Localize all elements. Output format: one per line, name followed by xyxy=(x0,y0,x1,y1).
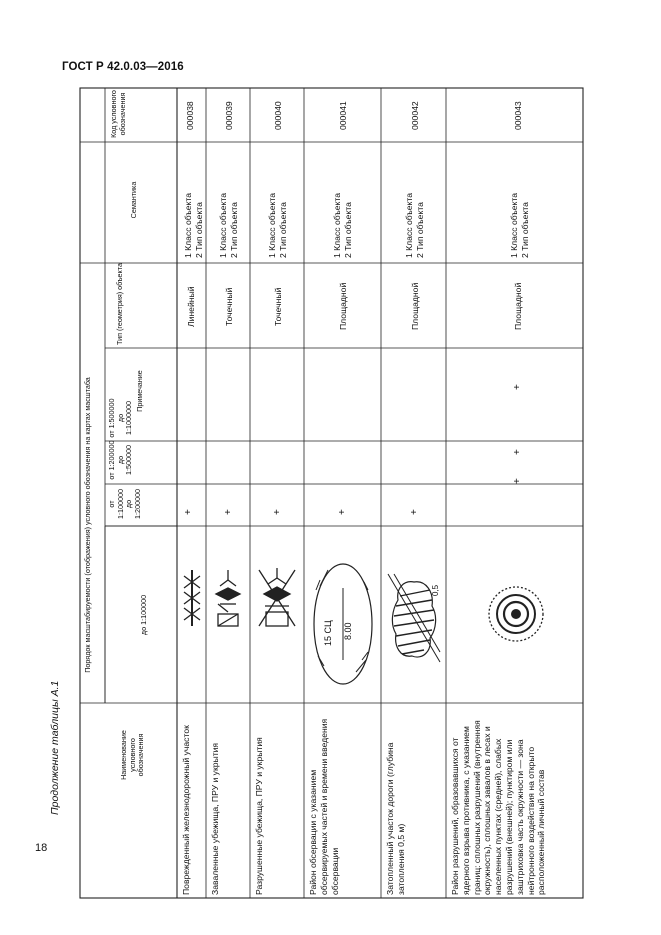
row6-scale3: + xyxy=(512,478,523,484)
standard-title: ГОСТ Р 42.0.03—2016 xyxy=(62,61,184,73)
row3-code: 000040 xyxy=(273,101,283,130)
row2-semantics: 1 Класс объекта 2 Тип объекта xyxy=(218,193,239,258)
row6-semantics: 1 Класс объекта 2 Тип объекта xyxy=(509,193,530,258)
row6-type: Площадной xyxy=(513,282,523,330)
header-type: Тип (геометрия) объекта xyxy=(115,263,124,345)
buried-shelter-symbol xyxy=(210,568,246,628)
row3-semantics: 1 Класс объекта 2 Тип объекта xyxy=(267,193,288,258)
row5-scale2: + xyxy=(409,509,420,515)
row5-code: 000042 xyxy=(410,101,420,130)
row1-name: Поврежденный железнодорожный участок xyxy=(181,725,191,895)
row4-semantics: 1 Класс объекта 2 Тип объекта xyxy=(332,193,353,258)
row6-note: + xyxy=(512,384,523,390)
row6-code: 000043 xyxy=(513,101,523,130)
row1-scale2: + xyxy=(183,509,194,515)
row1-semantics: 1 Класс объекта 2 Тип объекта xyxy=(183,193,204,258)
header-scale-1: до 1:100000 xyxy=(139,594,148,636)
row4-scale2: + xyxy=(337,509,348,515)
destroyed-shelter-symbol xyxy=(255,566,299,630)
header-order-group: Порядок масштабируемости (отображения) условного обозначения на картах масштаба xyxy=(83,377,92,673)
header-code: Код условного обозначения xyxy=(109,90,127,138)
row4-type: Площадной xyxy=(338,282,348,330)
row5-type: Площадной xyxy=(410,282,420,330)
damaged-railway-symbol xyxy=(181,568,203,628)
table-caption: Продолжение таблицы А.1 xyxy=(49,680,61,815)
row4-symbol-bottom: 8.00 xyxy=(343,622,353,640)
header-scale-2: от 1:100000 до 1:200000 xyxy=(107,489,142,519)
row2-code: 000039 xyxy=(224,101,234,130)
row6-name: Район разрушений, образовавшихся от ядерного взрыва противника, с указанием границ: сплошных разрушений (внутренняя окружность), сплошных завалов в лесах и населенных пунктах (средней), слабых разрушений (внешней); пунктиром или заштриховка часть окружности — зона нейтронного воздействия на открыто расположенный личный состав xyxy=(450,720,547,895)
row3-name: Разрушенные убежища, ПРУ и укрытия xyxy=(254,737,264,895)
row5-symbol-label: 0,5 xyxy=(431,584,440,596)
header-note: Примечание xyxy=(135,370,144,412)
header-scale-4: от 1:500000 до 1:1000000 xyxy=(107,398,134,438)
row3-type: Точечный xyxy=(273,287,283,326)
row3-scale2: + xyxy=(272,509,283,515)
row2-type: Точечный xyxy=(224,287,234,326)
nuclear-damage-area-symbol xyxy=(486,584,546,644)
row4-name: Район обсервации с указанием обсервируемых частей и времени введения обсервации xyxy=(308,718,340,895)
row2-scale2: + xyxy=(223,509,234,515)
row5-name: Затопленный участок дороги (глубина затопления 0,5 м) xyxy=(385,742,406,895)
row4-code: 000041 xyxy=(338,101,348,130)
header-scale-3: от 1:200000 до 1:500000 xyxy=(107,440,134,480)
row2-name: Заваленные убежища, ПРУ и укрытия xyxy=(210,742,220,895)
row5-semantics: 1 Класс объекта 2 Тип объекта xyxy=(404,193,425,258)
row4-symbol-top: 15 СЦ xyxy=(323,620,333,646)
page-number: 18 xyxy=(35,842,48,854)
row1-type: Линейный xyxy=(186,286,196,327)
row6-scale4: + xyxy=(512,449,523,455)
header-semantics: Семантика xyxy=(129,181,138,219)
header-name: Наименование условного обозначения xyxy=(119,730,146,780)
row1-code: 000038 xyxy=(185,101,195,130)
